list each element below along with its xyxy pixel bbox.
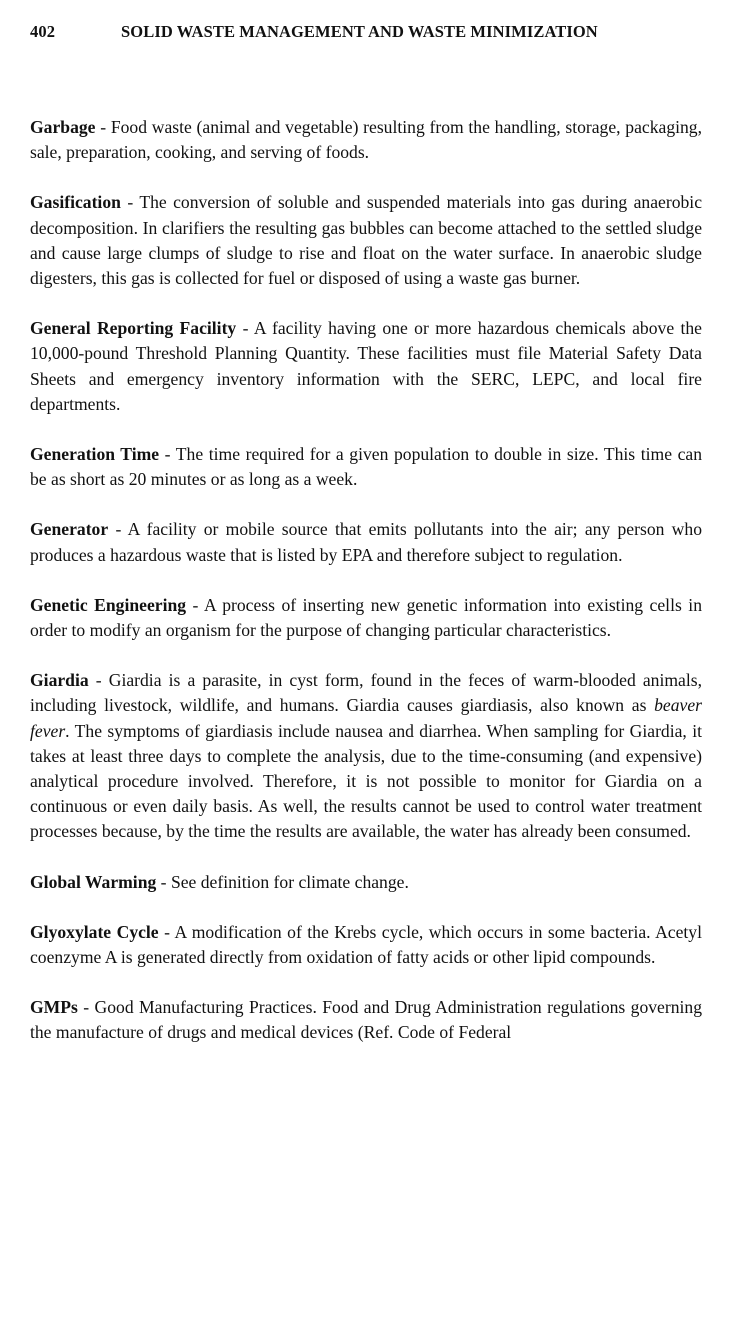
term-separator: -	[186, 594, 204, 615]
glossary-entry-generation-time	[30, 442, 702, 492]
glossary-definition: The conversion of soluble and suspended materials into gas during anaerobic decomposition. In clarifiers the resulting gas bubbles can become attached to the settled sludge and cause large clumps of sludge to rise and float on the water surface. In anaerobic sludge digesters, this gas is collected for fuel or disposed of using a waste gas burner.	[30, 192, 703, 289]
glossary-definition: A process of inserting new genetic information into existing cells in order to modify an organism for the purpose of changing particular characteristics.	[30, 594, 702, 641]
glossary-definition-part-1: Giardia is a parasite, in cyst form, found in the feces of warm-blooded animals, including livestock, wildlife, and humans. Giardia causes giardiasis, also known as	[30, 670, 702, 716]
glossary-term: Giardia	[30, 670, 89, 691]
glossary-definition-italic: beaver fever	[30, 695, 702, 741]
glossary-definition: The time required for a given population to double in size. This time can be as short as 20 minutes or as long as a week.	[30, 444, 703, 490]
glossary-term: Global Warming	[30, 871, 157, 892]
glossary-body	[30, 115, 702, 1071]
glossary-term: Gasification	[30, 192, 121, 213]
glossary-term: Generation Time	[30, 444, 160, 465]
term-separator: -	[88, 670, 109, 691]
term-separator: -	[156, 871, 171, 892]
glossary-term: Genetic Engineering	[30, 594, 187, 615]
glossary-definition: A modification of the Krebs cycle, which occurs in some bacteria. Acetyl coenzyme A is generated directly from oxidation of fatty acids or other lipid compounds.	[30, 921, 702, 968]
term-separator: -	[120, 192, 140, 213]
glossary-entry-gmps	[30, 995, 702, 1045]
glossary-term: General Reporting Facility	[30, 318, 237, 339]
glossary-definition: Good Manufacturing Practices. Food and Drug Administration regulations governing the manufacture of drugs and medical devices (Ref. Code of Federal	[30, 997, 703, 1043]
glossary-entry-genetic-engineering	[30, 593, 702, 643]
running-title: SOLID WASTE MANAGEMENT AND WASTE MINIMIZATION	[121, 22, 598, 41]
term-separator: -	[159, 444, 176, 465]
glossary-term: Glyoxylate Cycle	[30, 921, 159, 942]
glossary-definition: A facility or mobile source that emits pollutants into the air; any person who produces a hazardous waste that is listed by EPA and therefore subject to regulation.	[30, 519, 702, 565]
glossary-entry-giardia	[30, 668, 702, 844]
glossary-definition: Food waste (animal and vegetable) resulting from the handling, storage, packaging, sale, preparation, cooking, and serving of foods.	[30, 117, 703, 163]
glossary-entry-glyoxylate-cycle	[30, 920, 702, 970]
page-header	[30, 22, 710, 46]
glossary-definition: A facility having one or more hazardous chemicals above the 10,000-pound Threshold Planning Quantity. These facilities must file Material Safety Data Sheets and emergency inventory information with the SERC, LEPC, and local fire departments.	[30, 318, 702, 414]
glossary-term: Garbage	[30, 117, 96, 137]
glossary-term: Generator	[30, 519, 109, 540]
glossary-entry-global-warming	[30, 870, 702, 895]
glossary-entry-garbage	[30, 115, 702, 165]
glossary-entry-gasification	[30, 190, 702, 291]
glossary-term: GMPs	[30, 997, 78, 1018]
glossary-definition: See definition for climate change.	[170, 871, 409, 892]
term-separator: -	[108, 519, 128, 540]
term-separator: -	[236, 318, 254, 339]
term-separator: -	[158, 921, 175, 942]
glossary-entry-general-reporting-facility	[30, 316, 702, 417]
page-number: 402	[30, 22, 56, 41]
glossary-entry-generator	[30, 517, 702, 567]
term-separator: -	[95, 117, 111, 137]
glossary-definition-part-2: . The symptoms of giardiasis include nausea and diarrhea. When sampling for Giardia, it takes at least three days to complete the analysis, due to the time-consuming (and expensive) analytical procedure involved. Therefore, it is not possible to monitor for Giardia on a continuous or even daily basis. As well, the results cannot be used to control water treatment processes because, by the time the results are available, the water has already been consumed.	[30, 720, 702, 842]
term-separator: -	[77, 997, 95, 1018]
